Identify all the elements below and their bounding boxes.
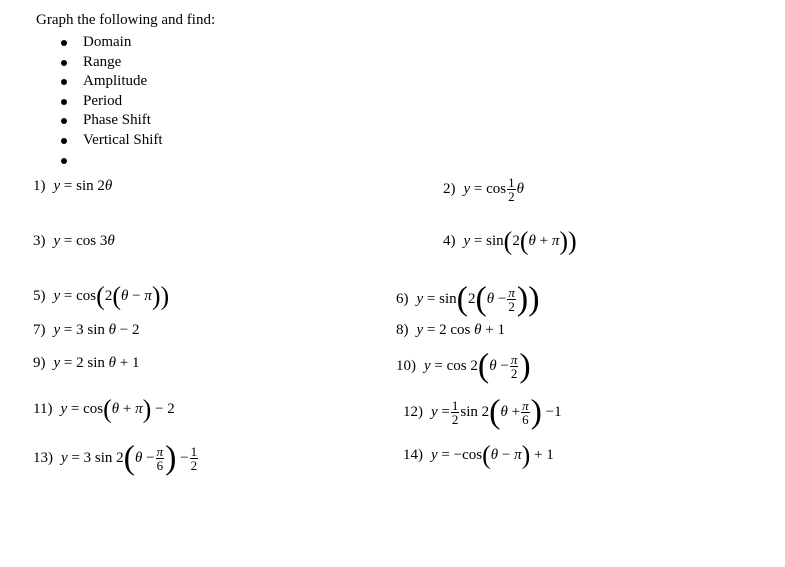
- problem-5: 5) y = cos(2(θ − π)): [33, 281, 170, 311]
- problem-14: 14) y = −cos(θ − π) + 1: [403, 440, 554, 470]
- problem-6: 6) y = sin(2(θ − $\frac{\pi}{2}$ )): [396, 280, 540, 318]
- topic-item: Range: [36, 53, 163, 73]
- problem-11: 11) y = cos(θ + π) − 2: [33, 394, 175, 424]
- bullet-icon: [61, 79, 67, 85]
- topic-item: Phase Shift: [36, 111, 163, 131]
- problem-12: 12) y = $\frac{1}{2}$ sin 2(θ + $\frac{\pi}{6}$ ) −1: [403, 393, 562, 431]
- bullet-icon: [61, 138, 67, 144]
- topic-item: Amplitude: [36, 72, 163, 92]
- problem-7: 7) y = 3 sin θ − 2: [33, 322, 140, 338]
- bullet-icon: [61, 99, 67, 105]
- bullet-icon: [61, 60, 67, 66]
- bullet-icon: [61, 40, 67, 46]
- instructions-heading: Graph the following and find:: [36, 12, 216, 28]
- problem-4: 4) y = sin(2(θ + π)): [443, 226, 577, 256]
- topic-item: Period: [36, 92, 163, 112]
- topic-item: Domain: [36, 33, 163, 53]
- topic-item: Vertical Shift: [36, 131, 163, 151]
- bullet-icon: [61, 158, 67, 164]
- problem-8: 8) y = 2 cos θ + 1: [396, 322, 505, 338]
- problem-9: 9) y = 2 sin θ + 1: [33, 355, 140, 371]
- topic-item: [36, 151, 163, 171]
- bullet-icon: [61, 118, 67, 124]
- topic-list: [36, 33, 163, 170]
- problem-10: 10) y = cos 2(θ − $\frac{\pi}{2}$ ): [396, 347, 531, 385]
- problem-2: 2) y = cos $\frac{1}{2}$ θ: [443, 175, 525, 204]
- problem-3: 3) y = cos 3θ: [33, 233, 115, 249]
- problem-1: 1) y = sin 2θ: [33, 178, 113, 194]
- problem-13: 13) y = 3 sin 2(θ − $\frac{\pi}{6}$ ) − $\frac{1}{2}$: [33, 439, 198, 477]
